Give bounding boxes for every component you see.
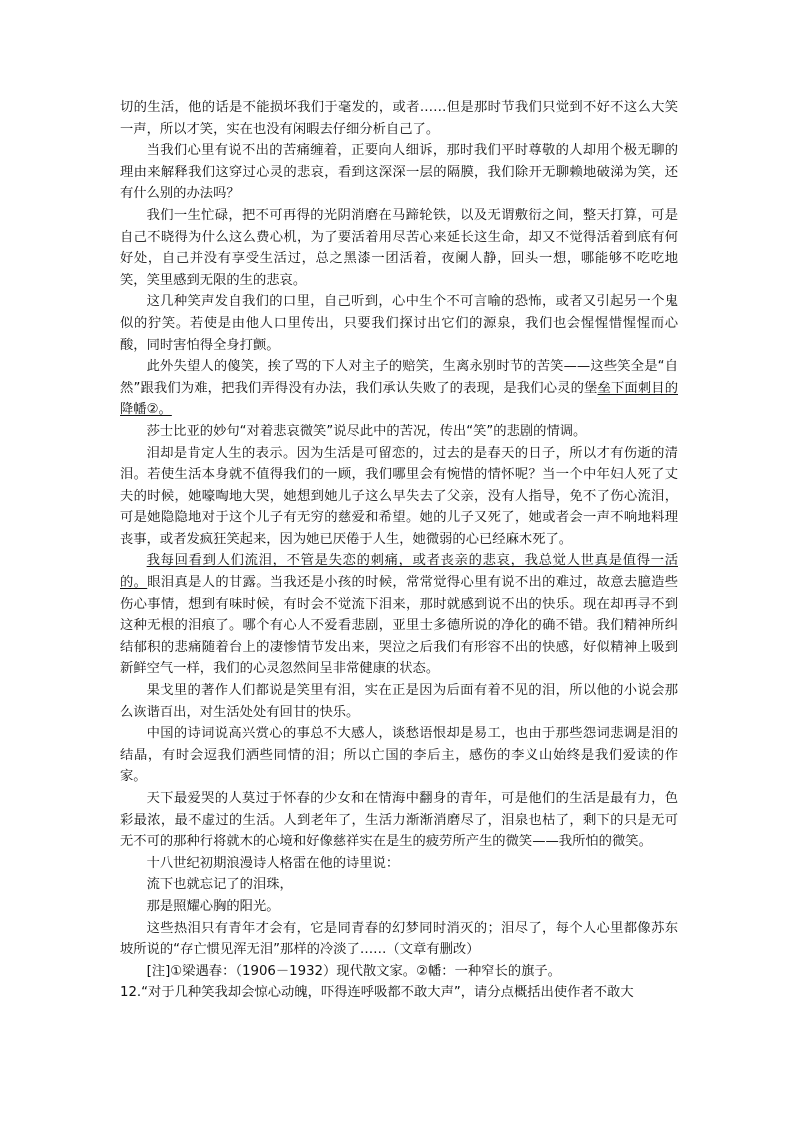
paragraph-10: 中国的诗词说高兴赏心的事总不大感人，谈愁语恨却是易工，也由于那些怨词悲调是泪的结晶，有时会逗我们洒些同情的泪；所以亡国的李后主，感伤的李义山始终是我们爱读的作家。: [120, 726, 678, 785]
poem-line-2: 那是照耀心胸的阳光。: [146, 898, 280, 914]
paragraph-3: 我们一生忙碌，把不可再得的光阴消磨在马蹄轮铁，以及无谓敷衍之间，整天打算，可是自己不晓得为什么这么费心机，为了要活着用尽苦心来延长这生命，却又不觉得活着到底有何好处，自己并没有享受生活过，总之黑漆一团活着，夜阑人静，回头一想，哪能够不吃吃地笑，笑里感到无限的生的悲哀。: [120, 207, 678, 288]
paragraph-13: 这些热泪只有青年才会有，它是同青春的幻梦同时消灭的；泪尽了，每个人心里都像苏东坡所说的“存亡惯见浑无泪”那样的冷淡了……（文章有删改）: [120, 920, 678, 958]
paragraph-5-text: 此外失望人的傻笑，挨了骂的下人对主子的赔笑，生离永别时节的苦笑——这些笑全是“自然”跟我们为难，把我们弄得没有办法，我们承认失败了的表现，是我们心灵的堡: [120, 359, 678, 396]
underlined-sentence-1: 垒下面刺目的降幡②。: [120, 380, 679, 418]
paragraph-12: 十八世纪初期浪漫诗人格雷在他的诗里说：: [146, 855, 400, 871]
paragraph-4: 这几种笑声发自我们的口里，自己听到，心中生个不可言喻的恐怖，或者又引起另一个鬼似的狞笑。若使是由他人口里传出，只要我们探讨出它们的源泉，我们也会惺惺惜惺惺而心酸，同时害怕得全身打颤。: [120, 294, 678, 353]
question-12: 12.“对于几种笑我却会惊心动魄，吓得连呼吸都不敢大声”，请分点概括出使作者不敢大: [120, 985, 634, 1001]
paragraph-9: 果戈里的著作人们都说是笑里有泪，实在正是因为后面有着不见的泪，所以他的小说会那么诙谐百出，对生活处处有回甘的快乐。: [120, 683, 678, 720]
article-body: [120, 97, 678, 1004]
paragraph-8: [120, 550, 678, 680]
paragraph-1: 切的生活，他的话是不能损坏我们于毫发的，或者……但是那时节我们只觉到不好不这么大笑一声，所以才笑，实在也没有闲暇去仔细分析自己了。: [120, 100, 678, 137]
underlined-sentence-2: 我每回看到人们流泪，不管是失恋的刺痛，或者丧亲的悲哀，我总觉人世真是值得一活的。: [120, 553, 678, 591]
paragraph-11: 天下最爱哭的人莫过于怀春的少女和在情海中翻身的青年，可是他们的生活是最有力，色彩最浓，最不虚过的生活。人到老年了，生活力渐渐消磨尽了，泪泉也枯了，剩下的只是无可无不可的那种行将就木的心境和好像慈祥实在是生的疲劳所产生的微笑——我所怕的微笑。: [120, 791, 678, 850]
paragraph-7: 泪却是肯定人生的表示。因为生活是可留恋的，过去的是春天的日子，所以才有伤逝的清泪。若使生活本身就不值得我们的一顾，我们哪里会有惋惜的情怀呢？当一个中年妇人死了丈夫的时候，她嚎啕地大哭，她想到她儿子这么早失去了父亲，没有人指导，免不了伤心流泪，可是她隐隐地对于这个儿子有无穷的慈爱和希望。她的儿子又死了，她或者会一声不响地料理丧事，或者发疯狂笑起来，因为她已厌倦于人生，她微弱的心已经麻木死了。: [120, 445, 678, 547]
paragraph-8-text: 眼泪真是人的甘露。当我还是小孩的时候，常常觉得心里有说不出的难过，故意去臆造些伤心事情，想到有味时候，有时会不觉流下泪来，那时就感到说不出的快乐。现在却再寻不到这种无根的泪痕了。哪个有心人不爱看悲剧，亚里士多德所说的净化的确不错。我们精神所纠结郁积的悲痛随着台上的凄惨情节发出来，哭泣之后我们有形容不出的快感，好似精神上吸到新鲜空气一样，我们的心灵忽然间呈非常健康的状态。: [120, 575, 679, 677]
poem-line-1: 流下也就忘记了的泪珠，: [146, 877, 293, 893]
footnote: [注]①梁遇春：（1906－1932）现代散文家。②幡：一种窄长的旗子。: [146, 963, 561, 979]
paragraph-6: 莎士比亚的妙句“对着悲哀微笑”说尽此中的苦况，传出“笑”的悲剧的情调。: [146, 423, 587, 439]
paragraph-5: [120, 356, 678, 421]
paragraph-2: 当我们心里有说不出的苦痛缠着，正要向人细诉，那时我们平时尊敬的人却用个极无聊的理由来解释我们这穿过心灵的悲哀，看到这深深一层的隔膜，我们除开无聊赖地破涕为笑，还有什么别的办法吗？: [120, 143, 678, 202]
